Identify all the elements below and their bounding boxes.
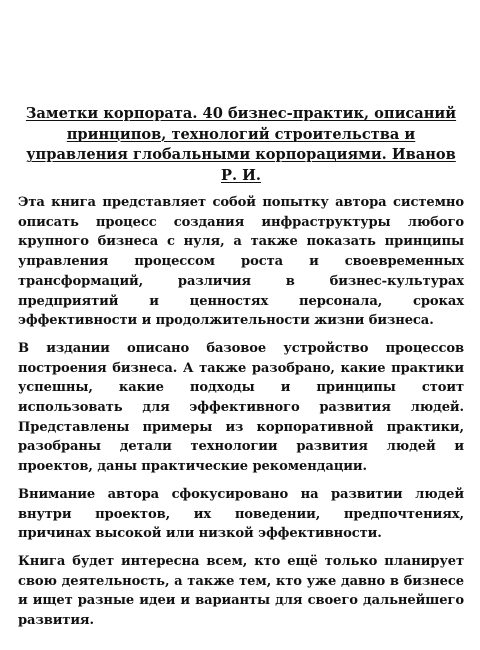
annotation-paragraph-2: В издании описано базовое устройство процессов построения бизнеса. А также разобрано, какие практики успешны, какие подходы и принципы стоит использовать для эффективного развития людей. Представлены примеры из корпоративной практики, разобраны детали технологии развития людей и проектов, даны практические рекомендации. <box>18 340 464 475</box>
annotation-paragraph-3: Внимание автора сфокусировано на развитии людей внутри проектов, их поведении, предпочтениях, причинах высокой или низкой эффективности. <box>18 486 464 542</box>
book-title: Заметки корпората. 40 бизнес-практик, описаний принципов, технологий строительства и управления глобальными корпорациями. Иванов Р. И. <box>25 105 457 184</box>
annotation-paragraph-4: Книга будет интересна всем, кто ещё только планирует свою деятельность, а также тем, кто уже давно в бизнесе и ищет разные идеи и варианты для своего дальнейшего развития. <box>18 553 464 629</box>
book-annotation <box>18 104 464 639</box>
annotation-paragraph-1: Эта книга представляет собой попытку автора системно описать процесс создания инфраструктуры любого крупного бизнеса с нуля, а также показать принципы управления процессом роста и своевременных трансформаций, различия в бизнес-культурах предприятий и ценностях персонала, сроках эффективности и продолжительности жизни бизнеса. <box>18 195 464 329</box>
